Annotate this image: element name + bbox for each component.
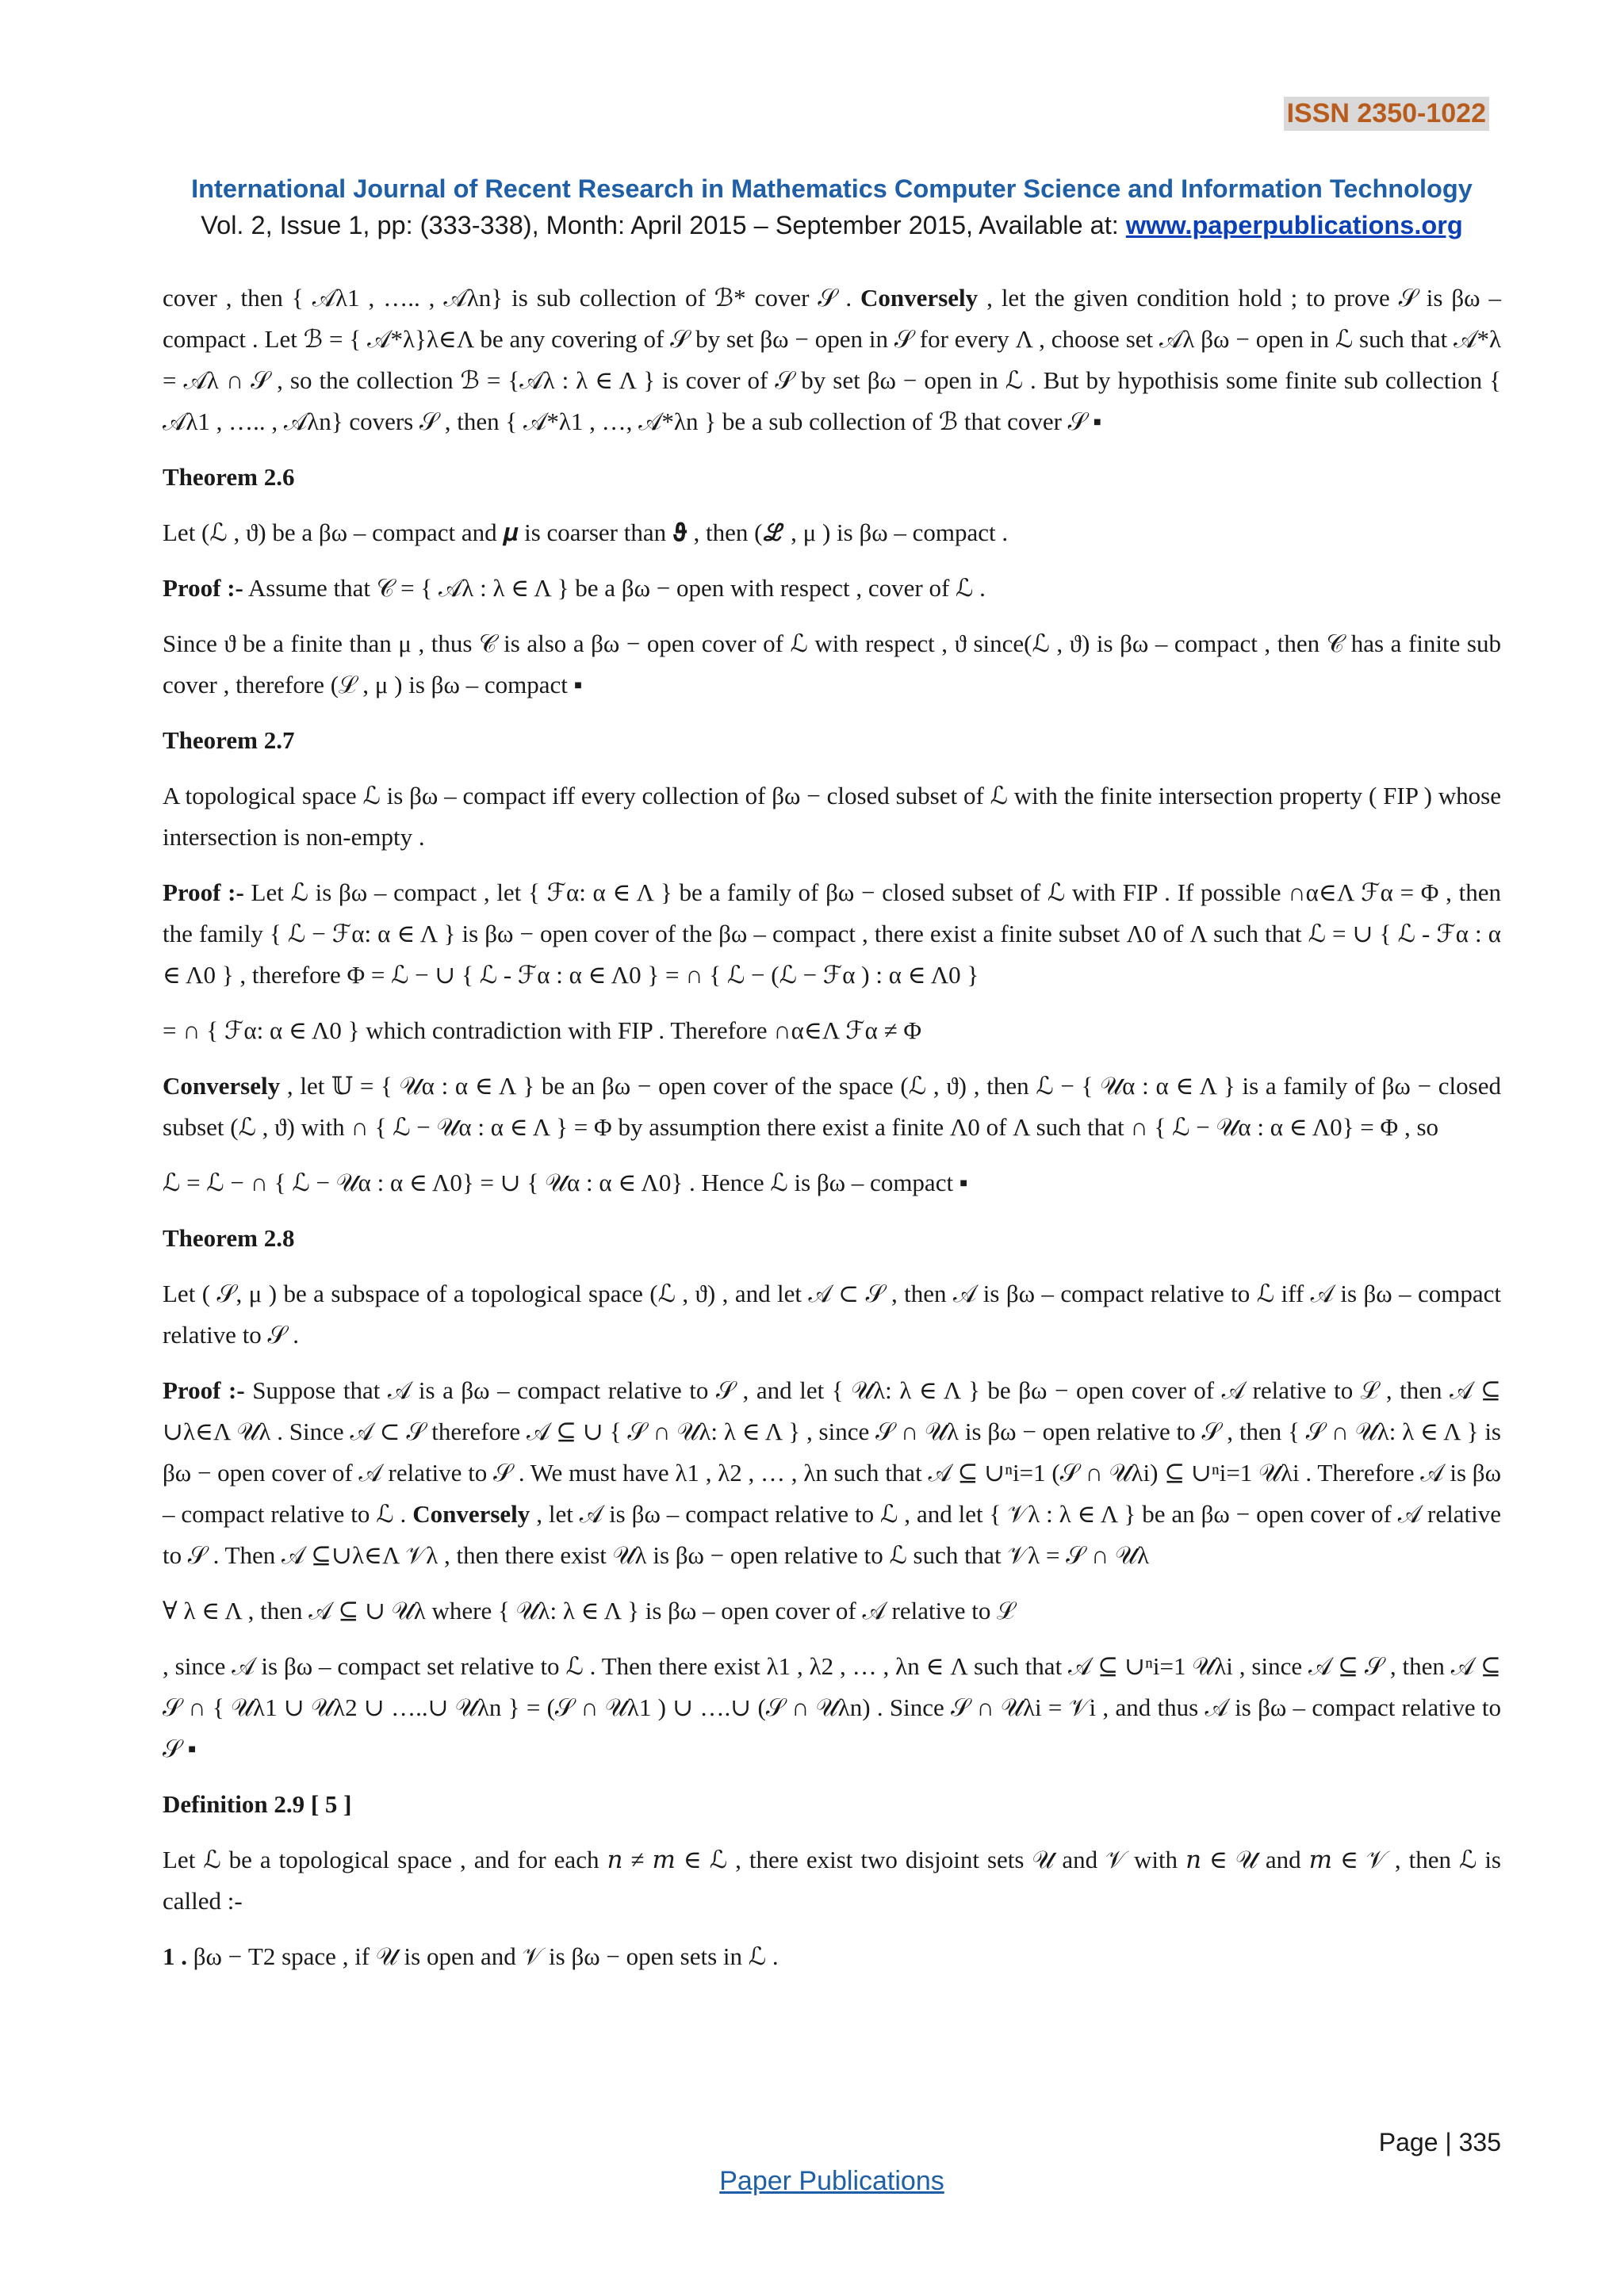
theorem-2-7-proof: Proof :- Let ℒ is βω – compact , let { ℱα: α ∈ Λ } be a family of βω − closed subset of ℒ with FIP . If possible ∩α∈Λ ℱα = Φ , then the family { ℒ − ℱα: α ∈ Λ } is βω − open cover of the βω – compact , there exist a finite subset Λ0 of Λ such that ℒ = ∪ { ℒ - ℱα : α ∈ Λ0 } , therefore Φ = ℒ − ∪ { ℒ - ℱα : α ∈ Λ0 } = ∩ { ℒ − (ℒ − ℱα ) : α ∈ Λ0 }	[163, 878, 1501, 989]
theorem-2-8-proof: Proof :- Suppose that 𝒜 is a βω – compact relative to 𝒮 , and let { 𝒰λ: λ ∈ Λ } be βω − open cover of 𝒜 relative to ℒ , then 𝒜 ⊆ ∪λ∈Λ 𝒰λ . Since 𝒜 ⊂ 𝒮 therefore 𝒜 ⊆ ∪ { 𝒮 ∩ 𝒰λ: λ ∈ Λ } , since 𝒮 ∩ 𝒰λ is βω − open relative to 𝒮 , then { 𝒮 ∩ 𝒰λ: λ ∈ Λ } is βω − open cover of 𝒜 relative to 𝒮 . We must have λ1 , λ2 , … , λn such that 𝒜 ⊆ ∪ⁿi=1 (𝒮 ∩ 𝒰λi) ⊆ ∪ⁿi=1 𝒰λi . Therefore 𝒜 is βω – compact relative to ℒ . Conversely , let 𝒜 is βω – compact relative to ℒ , and let { 𝒱λ : λ ∈ Λ } be an βω − open cover of 𝒜 relative to 𝒮 . Then 𝒜 ⊆∪λ∈Λ 𝒱λ , then there exist 𝒰λ is βω − open relative to ℒ such that 𝒱λ = 𝒮 ∩ 𝒰λ	[163, 1376, 1502, 1569]
definition-2-9-heading: Definition 2.9 [ 5 ]	[163, 1790, 352, 1818]
theorem-2-7-converse-cont: ℒ = ℒ − ∩ { ℒ − 𝒰α : α ∈ Λ0} = ∪ { 𝒰α : α ∈ Λ0} . Hence ℒ is βω – compact ▪	[163, 1169, 968, 1196]
theorem-2-8-heading: Theorem 2.8	[163, 1224, 295, 1252]
page-number: Page | 335	[1378, 2128, 1501, 2156]
website-link[interactable]: www.paperpublications.org	[1125, 211, 1463, 239]
theorem-2-6-statement: Let (ℒ , ϑ) be a βω – compact and 𝝁 is coarser than 𝛝 , then (ℒ , μ ) is βω – compact .	[163, 519, 1009, 546]
paragraph-converse-proof: cover , then { 𝒜λ1 , ….. , 𝒜λn} is sub collection of ℬ* cover 𝒮 . Conversely , let the given condition hold ; to prove 𝒮 is βω – compact . Let ℬ = { 𝒜*λ}λ∈Λ be any covering of 𝒮 by set βω − open in 𝒮 for every Λ , choose set 𝒜λ βω − open in ℒ such that 𝒜*λ = 𝒜λ ∩ 𝒮 , so the collection ℬ = {𝒜λ : λ ∈ Λ } is cover of 𝒮 by set βω − open in ℒ . But by hypothisis some finite sub collection { 𝒜λ1 , ….. , 𝒜λn} covers 𝒮 , then { 𝒜*λ1 , …, 𝒜*λn } be a sub collection of ℬ that cover 𝒮 ▪	[163, 284, 1501, 435]
publisher-link[interactable]: Paper Publications	[719, 2166, 944, 2196]
journal-volume-info	[0, 211, 1624, 240]
theorem-2-7-converse: Conversely , let 𝕌 = { 𝒰α : α ∈ Λ } be an βω − open cover of the space (ℒ , ϑ) , then ℒ − { 𝒰α : α ∈ Λ } is a family of βω − closed subset (ℒ , ϑ) with ∩ { ℒ − 𝒰α : α ∈ Λ } = Φ by assumption there exist a finite Λ0 of Λ such that ∩ { ℒ − 𝒰α : α ∈ Λ0} = Φ , so	[163, 1072, 1501, 1141]
theorem-2-8-statement: Let ( 𝒮, μ ) be a subspace of a topological space (ℒ , ϑ) , and let 𝒜 ⊂ 𝒮 , then 𝒜 is βω – compact relative to ℒ iff 𝒜 is βω – compact relative to 𝒮 .	[163, 1280, 1501, 1349]
theorem-2-8-proof-cont: ∀ λ ∈ Λ , then 𝒜 ⊆ ∪ 𝒰λ where { 𝒰λ: λ ∈ Λ } is βω – open cover of 𝒜 relative to ℒ	[163, 1597, 1015, 1624]
theorem-2-7-statement: A topological space ℒ is βω – compact iff every collection of βω − closed subset of ℒ with the finite intersection property ( FIP ) whose intersection is non-empty .	[163, 782, 1501, 851]
theorem-2-6-proof: Proof :- Assume that 𝒞 = { 𝒜λ : λ ∈ Λ } be a βω − open with respect , cover of ℒ .	[163, 574, 986, 602]
theorem-2-7-heading: Theorem 2.7	[163, 726, 295, 754]
article-body	[163, 277, 1501, 1992]
theorem-2-6-proof-cont: Since ϑ be a finite than μ , thus 𝒞 is also a βω − open cover of ℒ with respect , ϑ since(ℒ , ϑ) is βω – compact , then 𝒞 has a finite sub cover , therefore (ℒ , μ ) is βω – compact ▪	[163, 629, 1501, 698]
definition-2-9-text: Let ℒ be a topological space , and for each 𝑛 ≠ 𝑚 ∈ ℒ , there exist two disjoint sets 𝒰 and 𝒱 with 𝑛 ∈ 𝒰 and 𝑚 ∈ 𝒱 , then ℒ is called :-	[163, 1846, 1501, 1915]
issn-badge: ISSN 2350-1022	[1284, 97, 1489, 131]
volume-text: Vol. 2, Issue 1, pp: (333-338), Month: April 2015 – September 2015, Available at:	[201, 211, 1126, 239]
journal-title: International Journal of Recent Research in Mathematics Computer Science and Information Technology	[191, 174, 1473, 203]
theorem-2-7-proof-cont: = ∩ { ℱα: α ∈ Λ0 } which contradiction with FIP . Therefore ∩α∈Λ ℱα ≠ Φ	[163, 1016, 922, 1044]
definition-item-1: 1 . βω − T2 space , if 𝒰 is open and 𝒱 is βω − open sets in ℒ .	[163, 1942, 779, 1970]
theorem-2-6-heading: Theorem 2.6	[163, 463, 295, 491]
theorem-2-8-proof-end: , since 𝒜 is βω – compact set relative to ℒ . Then there exist λ1 , λ2 , … , λn ∈ Λ such that 𝒜 ⊆ ∪ⁿi=1 𝒰λi , since 𝒜 ⊆ 𝒮 , then 𝒜 ⊆ 𝒮 ∩ { 𝒰λ1 ∪ 𝒰λ2 ∪ …..∪ 𝒰λn } = (𝒮 ∩ 𝒰λ1 ) ∪ ….∪ (𝒮 ∩ 𝒰λn) . Since 𝒮 ∩ 𝒰λi = 𝒱i , and thus 𝒜 is βω – compact relative to 𝒮 ▪	[163, 1652, 1501, 1762]
